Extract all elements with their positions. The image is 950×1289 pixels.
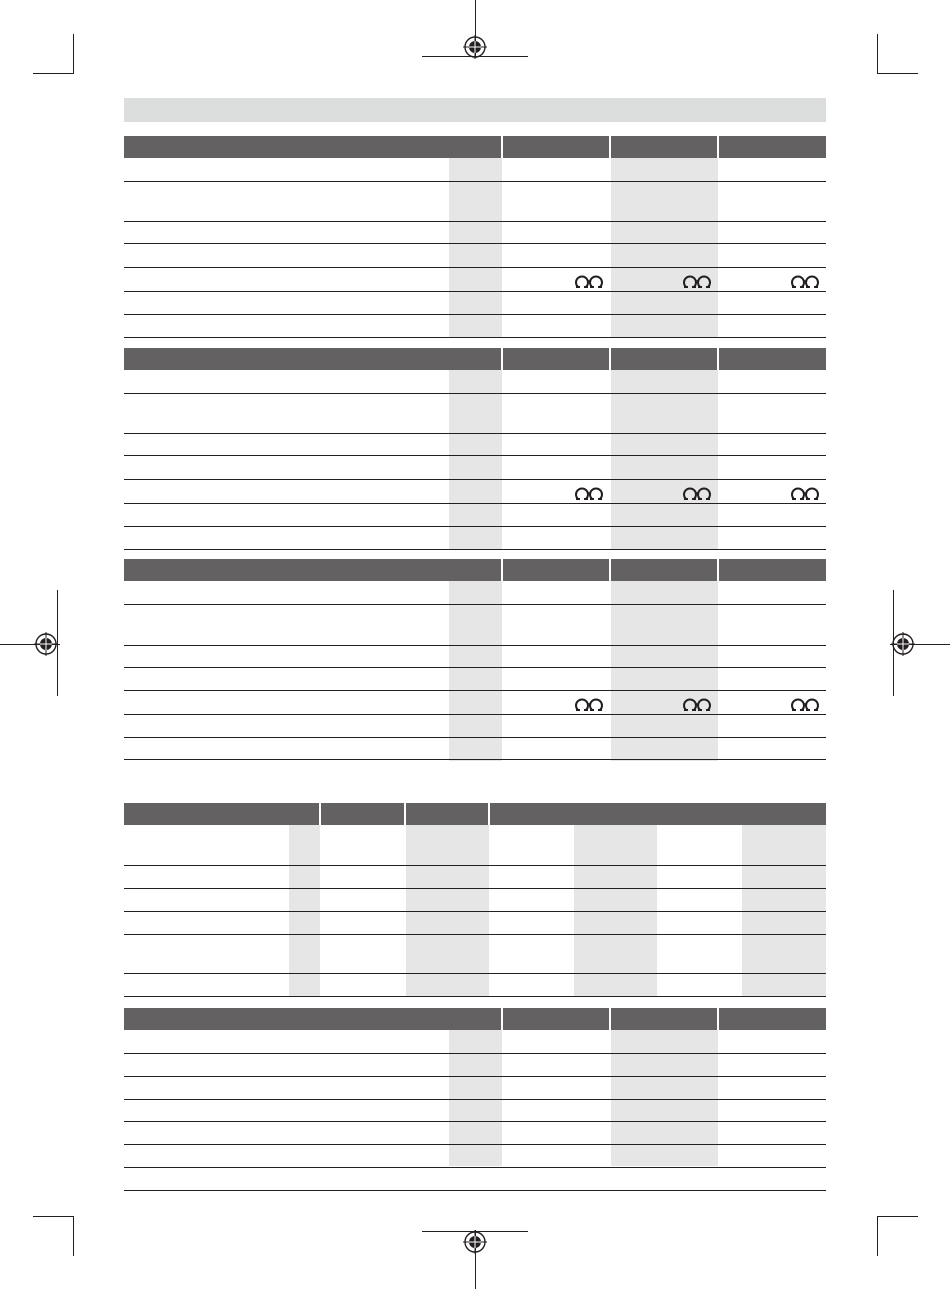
table-row-rule: [124, 479, 826, 480]
table-row-rule: [124, 911, 826, 912]
table-row-rule: [124, 690, 826, 691]
rotation-direction-icon: [791, 273, 821, 289]
spec-table-3: [124, 559, 826, 761]
model-column-shade: [611, 370, 718, 550]
table-row-rule: [124, 1167, 826, 1168]
table-row-rule: [124, 503, 826, 504]
table-row-rule: [124, 267, 826, 268]
table-header-cell: [124, 1008, 501, 1030]
table-row-rule: [124, 526, 826, 527]
table-row-rule: [124, 996, 826, 997]
table-header-cell: [719, 136, 826, 158]
table-row-rule: [124, 667, 826, 668]
spec-table-2: [124, 348, 826, 550]
table-row-rule: [124, 604, 826, 605]
rotation-direction-icon: [791, 696, 821, 712]
table-row-rule: [124, 645, 826, 646]
table-header-cell: [124, 136, 501, 158]
table-header-cell: [503, 136, 609, 158]
unit-column-shade: [449, 370, 502, 550]
table-row-rule: [124, 888, 826, 889]
table-row-rule: [124, 714, 826, 715]
rotation-direction-icon: [683, 273, 713, 289]
table-row-rule: [124, 337, 826, 338]
table-row-rule: [124, 737, 826, 738]
table-row-rule: [124, 291, 826, 292]
table-header-cell: [611, 1008, 717, 1030]
table-header-cell: [611, 559, 717, 581]
registration-target-icon: [891, 632, 915, 656]
rotation-direction-icon: [683, 485, 713, 501]
table-row-rule: [124, 181, 826, 182]
table-row-rule: [124, 314, 826, 315]
spec-table-4: [124, 803, 826, 998]
table-row-rule: [124, 1076, 826, 1077]
table-row-rule: [124, 934, 826, 935]
rotation-direction-icon: [575, 273, 605, 289]
table-row-rule: [124, 393, 826, 394]
table-header-cell: [719, 559, 826, 581]
model-column-shade: [611, 1030, 718, 1166]
table-header-cell: [719, 1008, 826, 1030]
registration-target-icon: [463, 35, 487, 59]
spec-table-5: [124, 1008, 826, 1192]
table-header-cell: [719, 348, 826, 370]
table-header-cell: [124, 348, 501, 370]
table-row-rule: [124, 759, 826, 760]
unit-column-shade: [449, 1030, 502, 1166]
table-row-rule: [124, 865, 826, 866]
spec-table-1: [124, 136, 826, 338]
table-row-rule: [124, 433, 826, 434]
table-row-rule: [124, 1121, 826, 1122]
table-row-rule: [124, 973, 826, 974]
table-row-rule: [124, 455, 826, 456]
rotation-direction-icon: [575, 696, 605, 712]
table-row-rule: [124, 1190, 826, 1191]
registration-target-icon: [463, 1230, 487, 1254]
model-column-shade: [611, 581, 718, 761]
table-header-cell: [611, 348, 717, 370]
rotation-direction-icon: [791, 485, 821, 501]
rotation-direction-icon: [683, 696, 713, 712]
table-header-cell: [321, 803, 404, 825]
registration-target-icon: [34, 632, 58, 656]
table-header-cell: [406, 803, 488, 825]
table-row-rule: [124, 549, 826, 550]
model-column-shade: [611, 158, 718, 338]
rotation-direction-icon: [575, 485, 605, 501]
table-row-rule: [124, 1053, 826, 1054]
unit-column-shade: [449, 581, 502, 761]
table-row-rule: [124, 243, 826, 244]
table-row-rule: [124, 221, 826, 222]
table-header-cell: [503, 348, 609, 370]
table-header-cell: [124, 803, 319, 825]
unit-column-shade: [449, 158, 502, 338]
table-header-cell: [124, 559, 501, 581]
page-header-band: [124, 98, 826, 122]
table-header-cell: [503, 559, 609, 581]
table-header-cell: [490, 803, 826, 825]
table-row-rule: [124, 1144, 826, 1145]
table-header-cell: [611, 136, 717, 158]
table-header-cell: [503, 1008, 609, 1030]
table-row-rule: [124, 1099, 826, 1100]
